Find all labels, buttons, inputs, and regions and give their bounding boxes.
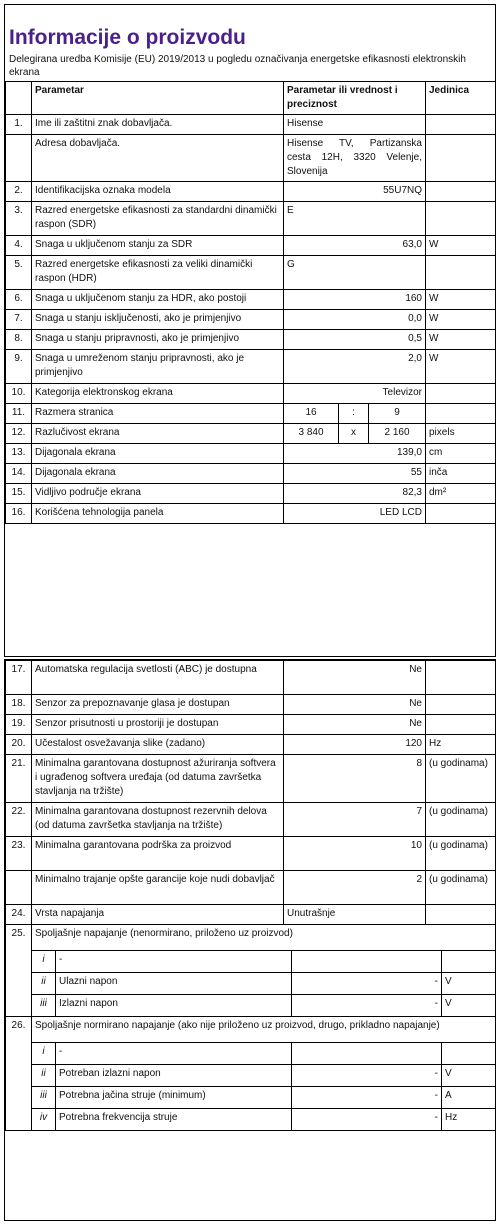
- row-unit: pixels: [426, 424, 496, 444]
- subitem-roman: i: [32, 1043, 56, 1065]
- table-row: [6, 715, 496, 735]
- row-label: Ime ili zaštitni znak dobavljača.: [32, 115, 284, 135]
- row-number: 11.: [6, 404, 32, 424]
- row-number: 14.: [6, 464, 32, 484]
- row-label: Razred energetske efikasnosti za standardni dinamički raspon (SDR): [32, 202, 284, 236]
- row-unit: cm: [426, 444, 496, 464]
- subitem-unit: V: [442, 973, 496, 995]
- row-label: Korišćena tehnologija panela: [32, 504, 284, 524]
- row-value: 139,0: [284, 444, 426, 464]
- row-unit: dm²: [426, 484, 496, 504]
- row-unit: [426, 182, 496, 202]
- row-unit: W: [426, 290, 496, 310]
- value-separator: x: [339, 424, 369, 444]
- row-label: Snaga u uključenom stanju za HDR, ako postoji: [32, 290, 284, 310]
- row-unit: [426, 695, 496, 715]
- subitem-roman: i: [32, 951, 56, 973]
- table-row: [6, 404, 496, 424]
- subitem-value: -: [292, 1087, 442, 1109]
- row-label: Razlučivost ekrana: [32, 424, 284, 444]
- row-value: 120: [284, 735, 426, 755]
- value-b: 9: [369, 404, 426, 424]
- value-b: 2 160: [369, 424, 426, 444]
- row-number: 1.: [6, 115, 32, 135]
- row-unit: [426, 384, 496, 404]
- row-value: 2,0: [284, 350, 426, 384]
- row-value: 82,3: [284, 484, 426, 504]
- row-number: 17.: [6, 661, 32, 695]
- row-label: Senzor prisutnosti u prostoriji je dostupan: [32, 715, 284, 735]
- subitem-roman: iii: [32, 1087, 56, 1109]
- subitem-row: [6, 973, 496, 995]
- regulation-subtitle: Delegirana uredba Komisije (EU) 2019/2013 u pogledu označivanja energetske efikasnosti elektronskih ekrana: [9, 54, 466, 78]
- row-value: 55: [284, 464, 426, 484]
- row-number: 4.: [6, 236, 32, 256]
- value-a: 3 840: [284, 424, 339, 444]
- row-unit: (u godinama): [426, 803, 496, 837]
- subitem-row: [6, 1087, 496, 1109]
- row-number: 22.: [6, 803, 32, 837]
- section-number: 25.: [6, 925, 32, 1017]
- row-unit: [426, 715, 496, 735]
- row-number: 8.: [6, 330, 32, 350]
- row-label: Snaga u stanju isključenosti, ako je primjenjivo: [32, 310, 284, 330]
- parameters-table: [5, 81, 496, 524]
- subitem-row: [6, 1043, 496, 1065]
- section-title: Spoljašnje napajanje (nenormirano, priloženo uz proizvod): [32, 925, 496, 951]
- value-a: 16: [284, 404, 339, 424]
- subitem-roman: ii: [32, 973, 56, 995]
- row-value: E: [284, 202, 426, 236]
- subitem-roman: iv: [32, 1109, 56, 1131]
- subitem-label: Potrebna jačina struje (minimum): [56, 1087, 292, 1109]
- subitem-label: Potrebna frekvencija struje: [56, 1109, 292, 1131]
- table-row: [6, 384, 496, 404]
- row-value: Ne: [284, 695, 426, 715]
- row-label: Učestalost osvežavanja slike (zadano): [32, 735, 284, 755]
- page-title: Informacije o proizvodu: [9, 26, 246, 49]
- row-number: 19.: [6, 715, 32, 735]
- row-number: 18.: [6, 695, 32, 715]
- subitem-label: Potreban izlazni napon: [56, 1065, 292, 1087]
- table-row: [6, 444, 496, 464]
- power-supply-table: [5, 924, 496, 1131]
- row-unit: [426, 135, 496, 182]
- subitem-unit: A: [442, 1087, 496, 1109]
- table-row: [6, 905, 496, 925]
- row-value: 0,0: [284, 310, 426, 330]
- subitem-label: -: [56, 1043, 292, 1065]
- section-general-info: [4, 4, 496, 657]
- row-label: Snaga u umreženom stanju pripravnosti, ako je primjenjivo: [32, 350, 284, 384]
- row-unit: [426, 905, 496, 925]
- row-unit: W: [426, 310, 496, 330]
- subitem-label: Izlazni napon: [56, 995, 292, 1017]
- row-label: Minimalno trajanje opšte garancije koje nudi dobavljač: [32, 871, 284, 905]
- table-row: [6, 115, 496, 135]
- table-row: [6, 310, 496, 330]
- row-label: Snaga u uključenom stanju za SDR: [32, 236, 284, 256]
- row-value: Televizor: [284, 384, 426, 404]
- row-number: 3.: [6, 202, 32, 236]
- subitem-roman: ii: [32, 1065, 56, 1087]
- table-row: [6, 350, 496, 384]
- row-label: Razred energetske efikasnosti za veliki dinamički raspon (HDR): [32, 256, 284, 290]
- row-unit: [426, 256, 496, 290]
- section-number: 26.: [6, 1017, 32, 1131]
- row-label: Razmera stranica: [32, 404, 284, 424]
- row-value: Ne: [284, 715, 426, 735]
- subitem-label: -: [56, 951, 292, 973]
- row-number: 13.: [6, 444, 32, 464]
- row-value: 0,5: [284, 330, 426, 350]
- row-value: Hisense: [284, 115, 426, 135]
- row-value: 10: [284, 837, 426, 871]
- section-title: Spoljašnje normirano napajanje (ako nije priloženo uz proizvod, drugo, prikladno napajanje): [32, 1017, 496, 1043]
- section-additional-info: [4, 659, 496, 1221]
- table-row: [6, 135, 496, 182]
- row-number: [6, 871, 32, 905]
- subitem-unit: V: [442, 1065, 496, 1087]
- row-label: Kategorija elektronskog ekrana: [32, 384, 284, 404]
- header-num: [6, 82, 32, 115]
- row-label: Dijagonala ekrana: [32, 464, 284, 484]
- subitem-unit: [442, 951, 496, 973]
- row-number: 9.: [6, 350, 32, 384]
- subitem-value: [292, 1043, 442, 1065]
- subitem-value: -: [292, 1065, 442, 1087]
- subitem-unit: Hz: [442, 1109, 496, 1131]
- row-unit: [426, 202, 496, 236]
- subitem-row: [6, 951, 496, 973]
- row-label: Dijagonala ekrana: [32, 444, 284, 464]
- row-label: Minimalna garantovana dostupnost rezervnih delova (od datuma završetka stavljanja na tržište): [32, 803, 284, 837]
- row-value: 63,0: [284, 236, 426, 256]
- table-row: [6, 290, 496, 310]
- subitem-value: -: [292, 1109, 442, 1131]
- table-row: [6, 182, 496, 202]
- row-unit: [426, 404, 496, 424]
- row-label: Minimalna garantovana podrška za proizvod: [32, 837, 284, 871]
- row-value: 2: [284, 871, 426, 905]
- row-unit: W: [426, 350, 496, 384]
- row-value: G: [284, 256, 426, 290]
- value-separator: :: [339, 404, 369, 424]
- row-label: Identifikacijska oznaka modela: [32, 182, 284, 202]
- row-value: 160: [284, 290, 426, 310]
- subitem-value: -: [292, 973, 442, 995]
- row-number: 24.: [6, 905, 32, 925]
- table-row: [6, 464, 496, 484]
- table-row: [6, 837, 496, 871]
- row-value: 55U7NQ: [284, 182, 426, 202]
- row-unit: (u godinama): [426, 871, 496, 905]
- row-unit: W: [426, 236, 496, 256]
- row-unit: inča: [426, 464, 496, 484]
- section-title-row: [6, 1017, 496, 1043]
- row-number: 12.: [6, 424, 32, 444]
- row-number: 7.: [6, 310, 32, 330]
- row-number: 23.: [6, 837, 32, 871]
- table-row: [6, 735, 496, 755]
- table-row: [6, 871, 496, 905]
- row-value: 7: [284, 803, 426, 837]
- subitem-row: [6, 1065, 496, 1087]
- row-label: Senzor za prepoznavanje glasa je dostupan: [32, 695, 284, 715]
- section-title-row: [6, 925, 496, 951]
- row-unit: [426, 115, 496, 135]
- row-number: 16.: [6, 504, 32, 524]
- row-number: 5.: [6, 256, 32, 290]
- parameters-table-2: [5, 660, 496, 925]
- header-parameter: Parametar: [32, 82, 284, 115]
- row-unit: W: [426, 330, 496, 350]
- table-row: [6, 424, 496, 444]
- row-unit: (u godinama): [426, 755, 496, 803]
- subitem-row: [6, 995, 496, 1017]
- table-row: [6, 755, 496, 803]
- row-unit: [426, 504, 496, 524]
- row-label: Automatska regulacija svetlosti (ABC) je dostupna: [32, 661, 284, 695]
- table-row: [6, 330, 496, 350]
- subitem-value: -: [292, 995, 442, 1017]
- row-number: 6.: [6, 290, 32, 310]
- row-unit: (u godinama): [426, 837, 496, 871]
- subitem-value: [292, 951, 442, 973]
- table-row: [6, 803, 496, 837]
- table-row: [6, 661, 496, 695]
- header-unit: Jedinica: [426, 82, 496, 115]
- row-label: Minimalna garantovana dostupnost ažuriranja softvera i ugrađenog softvera uređaja (od datuma završetka stavljanja na tržište): [32, 755, 284, 803]
- row-number: 2.: [6, 182, 32, 202]
- table-row: [6, 256, 496, 290]
- row-number: 21.: [6, 755, 32, 803]
- subitem-label: Ulazni napon: [56, 973, 292, 995]
- table-row: [6, 484, 496, 504]
- row-value: Ne: [284, 661, 426, 695]
- table-row: [6, 202, 496, 236]
- row-label: Vrsta napajanja: [32, 905, 284, 925]
- header-value: Parametar ili vrednost i preciznost: [284, 82, 426, 115]
- row-number: [6, 135, 32, 182]
- row-label: Vidljivo područje ekrana: [32, 484, 284, 504]
- subitem-row: [6, 1109, 496, 1131]
- row-value: Unutrašnje: [284, 905, 426, 925]
- table-row: [6, 695, 496, 715]
- row-label: Adresa dobavljača.: [32, 135, 284, 182]
- table-row: [6, 504, 496, 524]
- table-row: [6, 236, 496, 256]
- subitem-unit: [442, 1043, 496, 1065]
- row-unit: Hz: [426, 735, 496, 755]
- row-number: 15.: [6, 484, 32, 504]
- row-unit: [426, 661, 496, 695]
- table-header-row: [6, 82, 496, 115]
- row-value: 8: [284, 755, 426, 803]
- subitem-roman: iii: [32, 995, 56, 1017]
- row-number: 10.: [6, 384, 32, 404]
- row-value: Hisense TV, Partizanska cesta 12H, 3320 Velenje, Slovenija: [284, 135, 426, 182]
- row-number: 20.: [6, 735, 32, 755]
- row-value: LED LCD: [284, 504, 426, 524]
- row-label: Snaga u stanju pripravnosti, ako je primjenjivo: [32, 330, 284, 350]
- subitem-unit: V: [442, 995, 496, 1017]
